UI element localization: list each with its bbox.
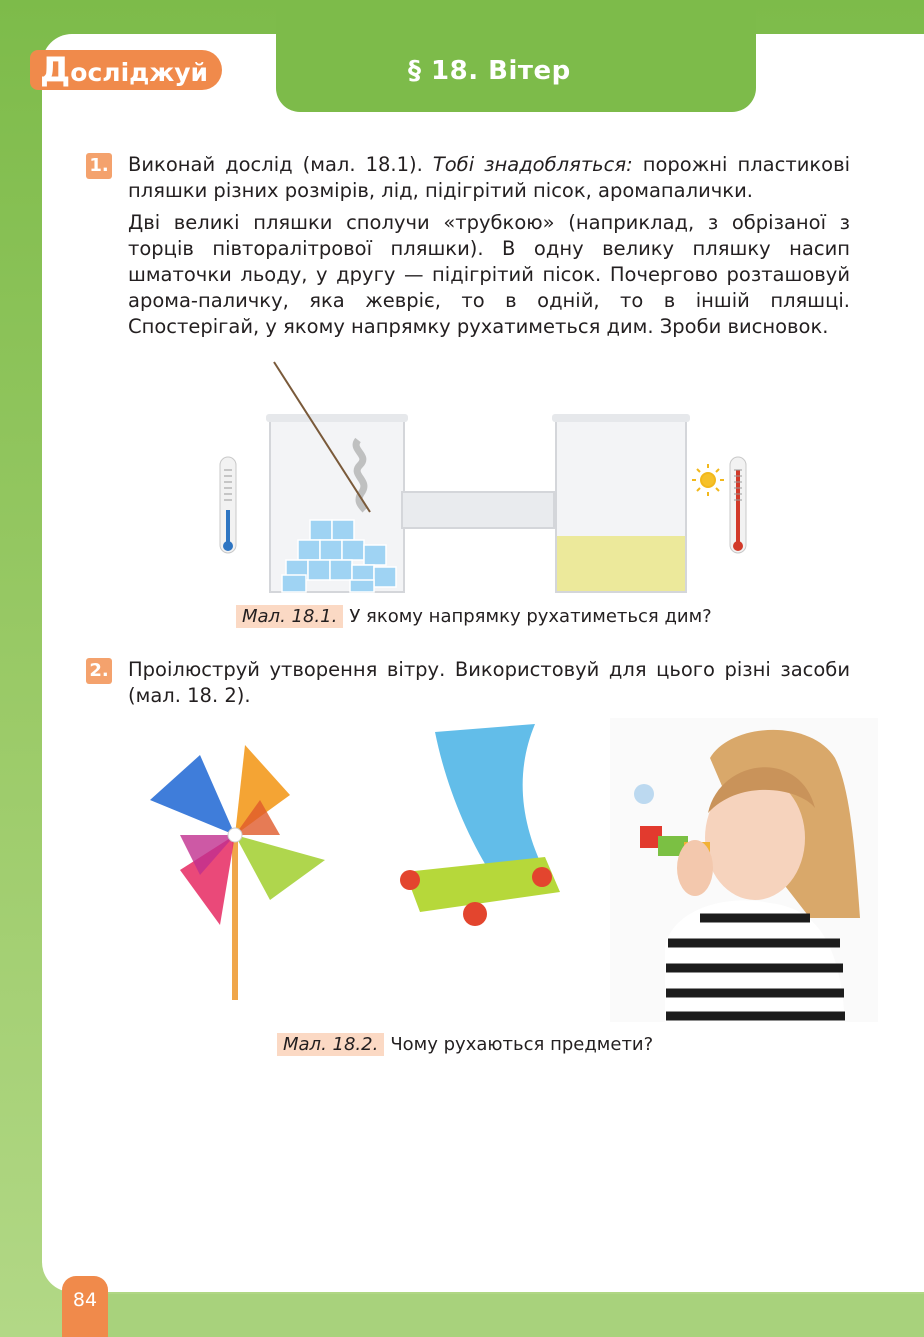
cold-thermometer-icon	[220, 457, 236, 553]
task-1-intro-italic: Тобі знадобляться:	[432, 153, 633, 176]
figure-1-caption	[236, 604, 712, 630]
sail-car-image	[395, 722, 565, 932]
pinwheel-image	[140, 740, 330, 1002]
task-1-intro-a: Виконай дослід (мал. 18.1).	[128, 153, 423, 176]
page-number: 84	[62, 1276, 108, 1337]
task-number-1: 1.	[86, 153, 112, 179]
footer-strip	[108, 1294, 924, 1337]
task-1-paragraph: Дві великі пляшки сполучи «трубкою» (наприклад, з обрізаної з торців півторалітрової пляшки). В одну велику пляшку насип шматочки льоду, у другу — підігрітий пісок. Почергово розташовуй арома-паличку, яка жевріє, то в одній, то в іншій пляшці. Спостерігай, у якому напрямку рухатиметься дим. Зроби висновок.	[128, 211, 850, 338]
section-title: § 18. Вітер	[408, 56, 571, 86]
warm-sand	[557, 536, 685, 591]
task-number-2: 2.	[86, 658, 112, 684]
connecting-tube	[402, 492, 554, 528]
sun-icon	[692, 464, 724, 496]
badge-text: осліджуй	[70, 58, 209, 87]
girl-with-whistle-image	[610, 718, 878, 1022]
warm-bottle	[552, 414, 690, 592]
figure-2-caption	[277, 1032, 653, 1058]
figure-1-text: У якому напрямку рухатиметься дим?	[349, 606, 712, 627]
task-2-text: Проілюструй утворення вітру. Використовуй для цього різні засоби (мал. 18. 2).	[128, 658, 850, 707]
badge-initial: Д	[40, 50, 71, 90]
explore-badge	[30, 50, 222, 90]
figure-2-label: Мал. 18.2.	[277, 1033, 384, 1056]
task-1-intro	[128, 152, 850, 204]
experiment-illustration	[210, 360, 760, 595]
warm-thermometer-icon	[730, 457, 746, 553]
page-corner	[756, 34, 924, 154]
task-1-intro-b: порожні пластикові пляшки різних розмірів, лід, підігрітий пісок, аромапалички.	[128, 153, 850, 202]
figure-1-label: Мал. 18.1.	[236, 605, 343, 628]
cold-bottle	[266, 414, 408, 592]
figure-2-text: Чому рухаються предмети?	[390, 1034, 654, 1055]
